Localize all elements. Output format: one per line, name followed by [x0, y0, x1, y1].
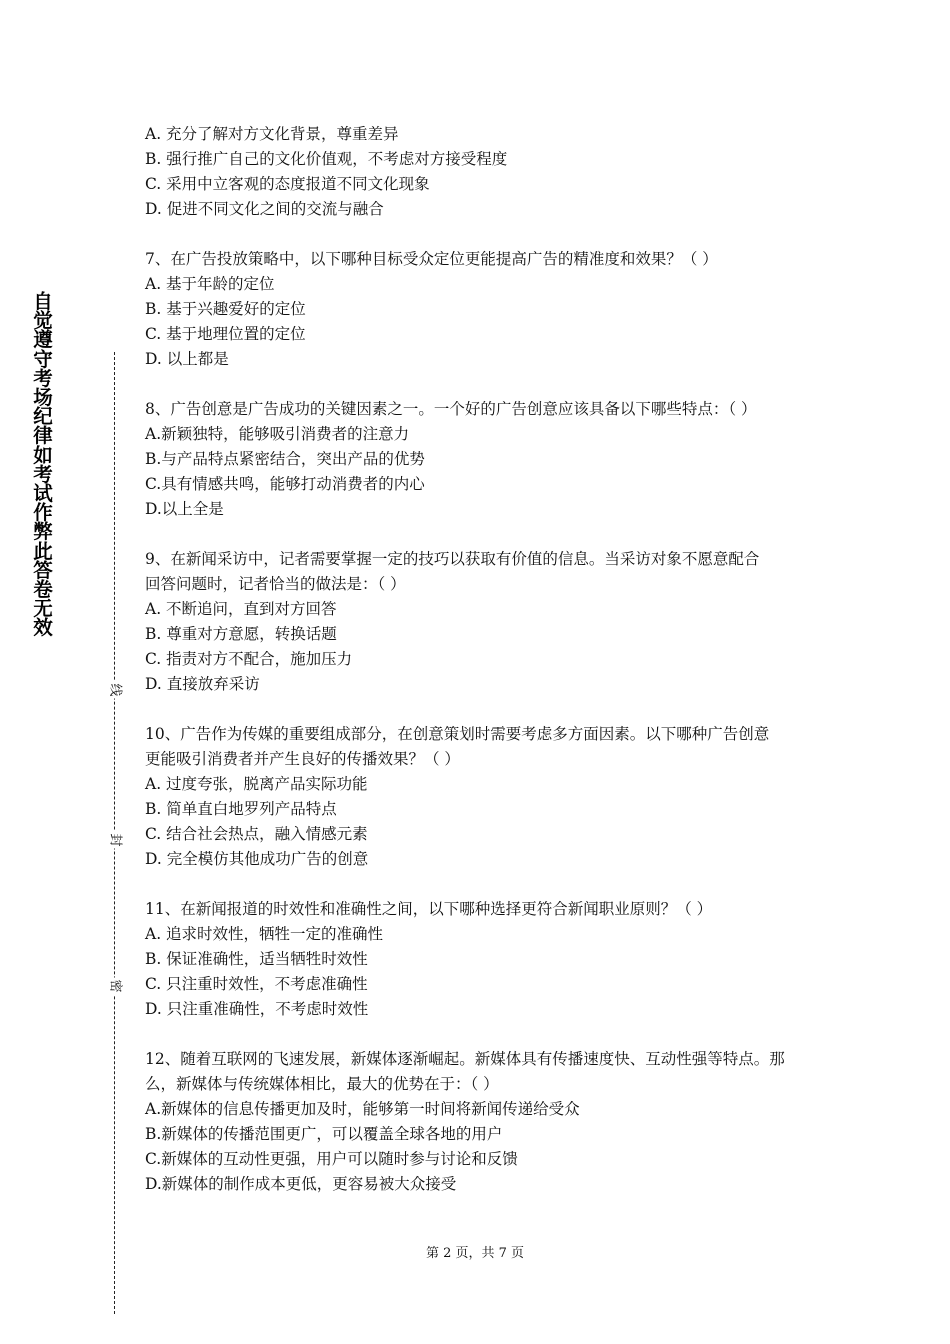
- option-c: C.新媒体的互动性更强，用户可以随时参与讨论和反馈: [145, 1150, 518, 1168]
- option-d: D. 以上都是: [145, 350, 229, 368]
- option-a: A. 充分了解对方文化背景，尊重差异: [145, 125, 399, 143]
- option-b: B.与产品特点紧密结合，突出产品的优势: [145, 450, 425, 468]
- question-title-continued: 回答问题时，记者恰当的做法是：（ ）: [145, 575, 406, 593]
- question-list: [145, 122, 815, 1197]
- question-title: 8、广告创意是广告成功的关键因素之一。一个好的广告创意应该具备以下哪些特点：（ ）: [145, 400, 757, 418]
- option-b: B. 保证准确性，适当牺牲时效性: [145, 950, 368, 968]
- option-b: B. 强行推广自己的文化价值观，不考虑对方接受程度: [145, 150, 508, 168]
- option-c: C. 采用中立客观的态度报道不同文化现象: [145, 175, 430, 193]
- question-title: 11、在新闻报道的时效性和准确性之间，以下哪种选择更符合新闻职业原则？（ ）: [145, 900, 713, 918]
- option-c: C. 指责对方不配合，施加压力: [145, 650, 353, 668]
- option-a: A.新颖独特，能够吸引消费者的注意力: [145, 425, 410, 443]
- option-b: B.新媒体的传播范围更广，可以覆盖全球各地的用户: [145, 1125, 503, 1143]
- option-c: C.具有情感共鸣，能够打动消费者的内心: [145, 475, 425, 493]
- option-d: D. 只注重准确性，不考虑时效性: [145, 1000, 369, 1018]
- option-a: A. 不断追问，直到对方回答: [145, 600, 337, 618]
- option-a: A. 追求时效性，牺牲一定的准确性: [145, 925, 384, 943]
- option-d: D. 完全模仿其他成功广告的创意: [145, 850, 369, 868]
- option-c: C. 只注重时效性，不考虑准确性: [145, 975, 368, 993]
- page-number: 第 2 页，共 7 页: [425, 1246, 525, 1261]
- question-title: 9、在新闻采访中，记者需要掌握一定的技巧以获取有价值的信息。当采访对象不愿意配合: [145, 550, 760, 568]
- question-title: 10、广告作为传媒的重要组成部分，在创意策划时需要考虑多方面因素。以下哪种广告创意: [145, 725, 770, 743]
- option-b: B. 尊重对方意愿，转换话题: [145, 625, 337, 643]
- gutter-label-seal: 封: [105, 832, 125, 849]
- option-d: D.以上全是: [145, 500, 224, 518]
- question-title: 7、在广告投放策略中，以下哪种目标受众定位更能提高广告的精准度和效果？（ ）: [145, 250, 718, 268]
- option-d: D. 直接放弃采访: [145, 675, 260, 693]
- option-b: B. 基于兴趣爱好的定位: [145, 300, 306, 318]
- question-8: [145, 397, 815, 522]
- question-10: [145, 722, 815, 872]
- question-11: [145, 897, 815, 1022]
- gutter-label-secret: 密: [105, 978, 125, 995]
- option-b: B. 简单直白地罗列产品特点: [145, 800, 337, 818]
- option-c: C. 结合社会热点，融入情感元素: [145, 825, 368, 843]
- question-title-continued: 更能吸引消费者并产生良好的传播效果？（ ）: [145, 750, 460, 768]
- gutter-label-line: 线: [105, 682, 125, 699]
- question-12: [145, 1047, 815, 1197]
- question-7: [145, 247, 815, 372]
- exam-discipline-warning: 自觉遵守考场纪律如考试作弊此答卷无效: [33, 290, 53, 640]
- option-d: D. 促进不同文化之间的交流与融合: [145, 200, 384, 218]
- option-d: D.新媒体的制作成本更低，更容易被大众接受: [145, 1175, 457, 1193]
- question-6-options: [145, 122, 815, 222]
- question-title: 12、随着互联网的飞速发展，新媒体逐渐崛起。新媒体具有传播速度快、互动性强等特点。那: [145, 1050, 785, 1068]
- question-9: [145, 547, 815, 697]
- option-c: C. 基于地理位置的定位: [145, 325, 306, 343]
- option-a: A.新媒体的信息传播更加及时，能够第一时间将新闻传递给受众: [145, 1100, 580, 1118]
- option-a: A. 过度夸张，脱离产品实际功能: [145, 775, 368, 793]
- option-a: A. 基于年龄的定位: [145, 275, 275, 293]
- question-title-continued: 么，新媒体与传统媒体相比，最大的优势在于：（ ）: [145, 1075, 499, 1093]
